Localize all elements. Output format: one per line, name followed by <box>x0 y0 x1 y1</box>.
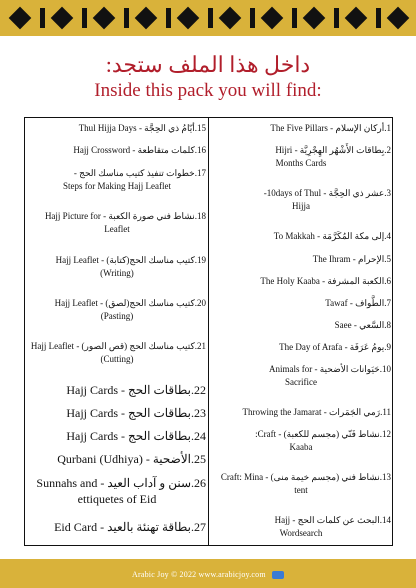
contents-item <box>211 230 391 253</box>
page-title-english: Inside this pack you will find: <box>94 80 322 101</box>
band-diamond <box>93 7 116 30</box>
contents-item <box>211 122 391 144</box>
contents-item <box>28 167 206 210</box>
contents-item-label: 6.الكعبة المشرفة - The Holy Kaaba <box>260 276 391 286</box>
band-bar <box>376 8 381 28</box>
contents-item-continuation: tent <box>294 485 308 495</box>
contents-item-label: 10.حَيَوانات الأضحية - Animals for <box>268 364 391 374</box>
page-title-arabic: داخل هذا الملف ستجد: <box>105 52 311 77</box>
contents-item-label: 25.الأضحية - Qurbani (Udhiya) <box>57 452 206 466</box>
contents-item-label: 26.سنن و آداب العيد - Sunnahs and <box>36 476 206 490</box>
contents-item <box>28 340 206 382</box>
contents-item-label: 8.السَّعي - Saee <box>334 320 391 330</box>
band-bar <box>292 8 297 28</box>
contents-item-label: 15.أيّامُ ذي الحِجَّة - Thul Hijja Days <box>78 123 206 133</box>
contents-item <box>28 144 206 167</box>
contents-item-label: 3.عشر ذي الحِجَّة - 10days of Thul- <box>263 188 391 198</box>
contents-item-label: 4.إلى مكة المُكَرَّمَة - To Makkah <box>273 231 391 241</box>
contents-item <box>211 297 391 319</box>
contents-item-continuation: (Writing) <box>100 268 134 278</box>
contents-column-right <box>211 122 391 557</box>
contents-item-label: 23.بطاقات الحج - Hajj Cards <box>66 406 206 420</box>
band-diamond <box>177 7 200 30</box>
band-diamond <box>219 7 242 30</box>
contents-item-continuation: Leaflet <box>104 224 130 234</box>
contents-table <box>24 117 393 546</box>
column-divider <box>208 118 209 545</box>
contents-item-label: 24.بطاقات الحج - Hajj Cards <box>66 429 206 443</box>
contents-item <box>211 363 391 406</box>
band-diamond <box>387 7 410 30</box>
band-bar <box>40 8 45 28</box>
contents-item <box>211 275 391 297</box>
contents-item-label: 19.كتيب مناسك الحج(كتابة) - Hajj Leaflet <box>55 255 206 265</box>
contents-item <box>28 428 206 451</box>
band-bar <box>208 8 213 28</box>
contents-item-continuation: Sacrifice <box>285 377 317 387</box>
contents-item <box>211 471 391 514</box>
contents-item-continuation: Months Cards <box>275 158 327 168</box>
contents-item <box>28 451 206 475</box>
contents-item-label: 27.بطاقة تهنئة بالعيد - Eid Card <box>54 520 206 534</box>
bus-icon <box>272 571 284 579</box>
band-bar <box>82 8 87 28</box>
contents-item-continuation: Kaaba <box>289 442 313 452</box>
contents-item-label: 14.البحث عن كلمات الحج - Hajj <box>274 515 391 525</box>
contents-item-label: 21.كتيب مناسك الحج (قص الصور) - Hajj Leaflet <box>30 341 206 351</box>
contents-item-continuation: Wordsearch <box>279 528 323 538</box>
contents-item <box>211 319 391 341</box>
contents-item <box>211 187 391 230</box>
contents-item-label: 7.الطَّواف - Tawaf <box>325 298 391 308</box>
contents-item-continuation: ettiquetes of Eid <box>77 492 157 506</box>
band-diamond <box>51 7 74 30</box>
contents-item <box>28 382 206 405</box>
contents-item-label: 16.كلمات متقاطعة - Hajj Crossword <box>73 145 206 155</box>
contents-item <box>28 405 206 428</box>
contents-item <box>211 341 391 363</box>
contents-item-label: 13.نشاط فني (مجسم خيمة منى) - Craft: Mina <box>220 472 391 482</box>
band-bar <box>334 8 339 28</box>
contents-item-label: 5.الإحرام - The Ihram <box>312 254 391 264</box>
contents-item <box>28 122 206 144</box>
band-diamond <box>261 7 284 30</box>
contents-item <box>211 514 391 557</box>
band-bar <box>124 8 129 28</box>
contents-item-label: 22.بطاقات الحج - Hajj Cards <box>66 383 206 397</box>
contents-item <box>28 297 206 340</box>
contents-column-left <box>28 122 206 543</box>
band-bar <box>166 8 171 28</box>
contents-item <box>28 475 206 519</box>
top-decorative-band <box>0 0 416 36</box>
contents-item-continuation: (Cutting) <box>100 354 134 364</box>
contents-item-continuation: (Pasting) <box>100 311 134 321</box>
contents-item <box>211 144 391 187</box>
contents-item <box>211 253 391 275</box>
contents-item <box>28 254 206 297</box>
contents-item-label: 20.كتيب مناسك الحج(لصق) - Hajj Leaflet <box>54 298 206 308</box>
contents-item <box>28 519 206 543</box>
contents-item-label: 2.بِطاقات الأَشْهُر الهِجْرِيَّة - Hijri <box>275 145 391 155</box>
band-diamond <box>303 7 326 30</box>
footer-text: Arabic Joy © 2022 www.arabicjoy.com <box>132 570 266 579</box>
contents-item-label: 17.خطوات تنفيذ كتيب مناسك الحج - <box>73 168 206 178</box>
band-diamond <box>135 7 158 30</box>
contents-item-continuation: Hijja <box>292 201 310 211</box>
contents-item-label: 9.يومُ عَرَفَة - The Day of Arafa <box>279 342 391 352</box>
band-diamond <box>9 7 32 30</box>
footer-copyright <box>0 570 416 579</box>
contents-item-label: 12.نشاط فَنّي (مجسم للكعبة) - Craft: <box>255 429 391 439</box>
contents-item-label: 18.نشاط فني صورة الكعبة - Hajj Picture for <box>44 211 206 221</box>
contents-item-label: 1.أركان الإسلام - The Five Pillars <box>270 123 391 133</box>
contents-item <box>211 406 391 428</box>
band-bar <box>250 8 255 28</box>
contents-item <box>211 428 391 471</box>
contents-item <box>28 210 206 254</box>
band-diamond <box>345 7 368 30</box>
contents-item-continuation: Steps for Making Hajj Leaflet <box>63 181 171 191</box>
contents-item-label: 11.رَمي الجَمَرات - Throwing the Jamarat <box>242 407 391 417</box>
